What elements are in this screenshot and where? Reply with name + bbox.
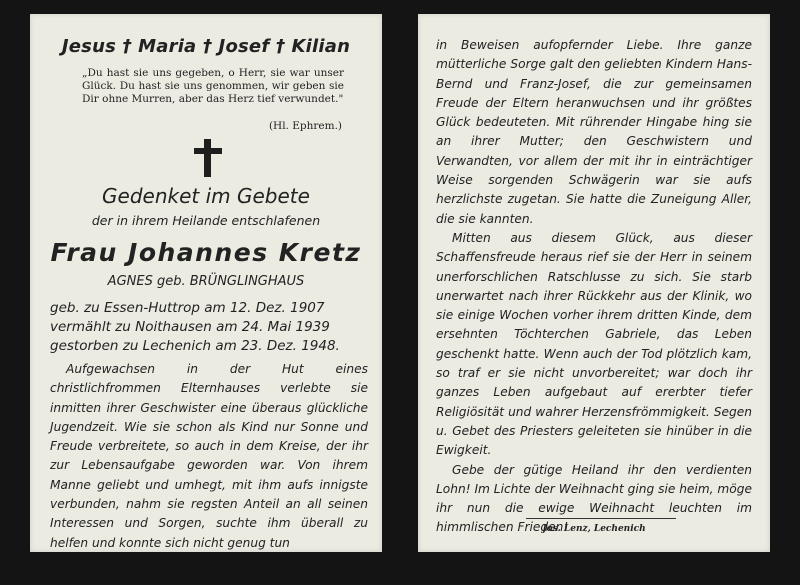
marriage-date: vermählt zu Noithausen am 24. Mai 1939 <box>50 319 330 335</box>
birth-date: geb. zu Essen-Huttrop am 12. Dez. 1907 <box>50 300 325 316</box>
biography-paragraph: in Beweisen aufopfernder Liebe. Ihre ganze mütterliche Sorge galt den geliebten Kindern Hans-Bernd und Franz-Josef, die zur gemeinsamen Freude der Eltern heranwuchsen und ihr größtes Glück bedeuteten. Mit rührender Hingabe hing sie an ihrer Mutter; den Geschwistern und Verwandten, vor allem der mit ihr in einträchtiger Weise sorgenden Schwägerin war sie aufs herzlichste zugetan. Sie hatte die Zuneigung Aller, die sie kannten. <box>436 38 752 226</box>
prayer-invocation: Gedenket im Gebete <box>102 184 310 208</box>
holy-names-heading: Jesus † Maria † Josef † Kilian <box>61 36 351 57</box>
closing-blessing: Gebe der gütige Heiland ihr den verdienten Lohn! Im Lichte der Weihnacht ging sie heim, möge ihr nun die ewige Weihnacht leuchten im himmlischen Frieden! <box>436 462 752 535</box>
right-card-page <box>418 14 770 552</box>
cross-icon <box>194 139 222 177</box>
quote-source: (Hl. Ephrem.) <box>268 120 342 132</box>
left-card-page <box>30 14 382 552</box>
life-dates <box>50 299 370 356</box>
deceased-name: Frau Johannes Kretz <box>50 238 362 267</box>
printer-credit: Jos. Lenz, Lechenich <box>542 524 646 534</box>
biography-paragraph: Mitten aus diesem Glück, aus dieser Schaffensfreude heraus rief sie der Herr in seinem unerforschlichen Ratschlusse zu sich. Sie starb unerwartet nach ihrer Rückkehr aus der Klinik, wo sie einige Wochen vorher ihrem dritten Kinde, dem ersehnten Töchterchen Gabriele, das Leben geschenkt hatte. Wenn auch der Tod plötzlich kam, so traf er sie nicht unvorbereitet; war doch ihr ganzes Leben aufgebaut auf ererbter tiefer Religiösität und wahrer Herzensfrömmigkeit. Segen u. Gebet des Priesters geleiteten sie hinüber in die Ewigkeit. <box>436 230 752 458</box>
deceased-intro: der in ihrem Heilande entschlafenen <box>91 213 321 228</box>
scripture-quote: „Du hast sie uns gegeben, o Herr, sie war unser Glück. Du hast sie uns genommen, wir geben sie Dir ohne Murren, aber das Herz tief verwundet." <box>82 67 344 105</box>
maiden-name: AGNES geb. BRÜNGLINGHAUS <box>107 274 305 289</box>
printer-divider <box>526 518 676 519</box>
biography-text-start: Aufgewachsen in der Hut eines christlichfrommen Elternhauses verlebte sie inmitten ihrer Geschwister eine überaus glückliche Jugendzeit. Wie sie schon als Kind nur Sonne und Freude verbreitete, so auch in dem Kreise, der ihr zur Lebensaufgabe geworden war. Von ihrem Manne geliebt und umhegt, mit ihm aufs innigste verbunden, nahm sie regsten Anteil an all seinen Interessen und Sorgen, suchte ihm überall zu helfen und konnte sich nicht genug tun <box>50 362 368 550</box>
death-date: gestorben zu Lechenich am 23. Dez. 1948. <box>50 338 340 354</box>
